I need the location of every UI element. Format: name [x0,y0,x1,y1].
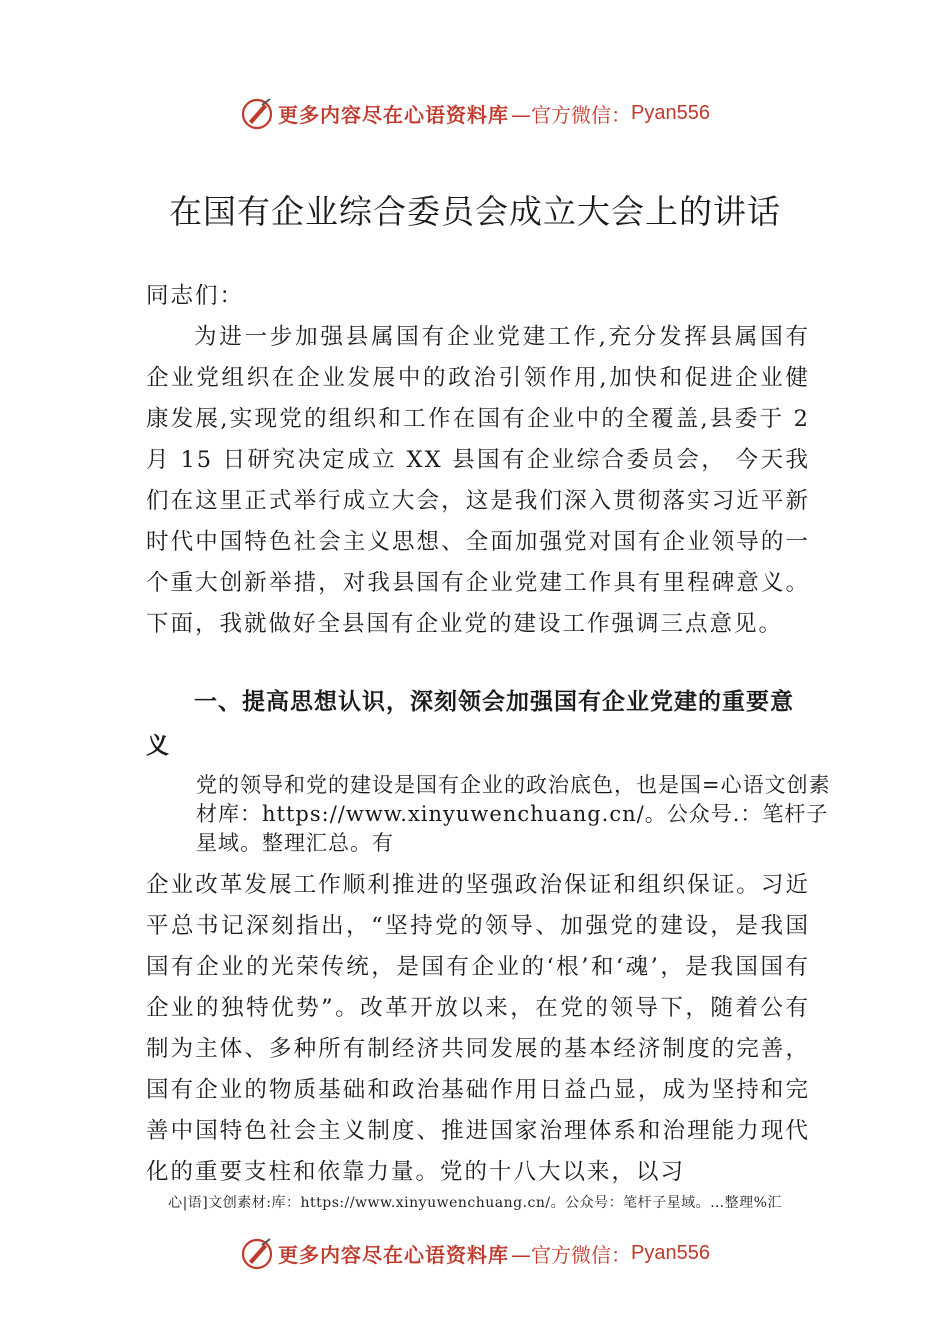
header-banner [0,93,950,133]
banner-wechat-id: Pyan556 [631,101,710,124]
salutation: 同志们： [146,283,245,309]
paragraph-body: 企业改革发展工作顺利推进的坚强政治保证和组织保证。习近平总书记深刻指出，“坚持党的领导、加强党的建设，是我国国有企业的光荣传统，是国有企业的‘根’和‘魂’，是我国国有企业的独特优势”。改革开放以来，在党的领导下，随着公有制为主体、多种所有制经济共同发展的基本经济制度的完善，国有企业的物质基础和政治基础作用日益凸显，成为坚持和完善中国特色社会主义制度、推进国家治理体系和治理能力现代化的重要支柱和依靠力量。党的十八大以来，以习 [146,872,810,1185]
footer-banner [0,1233,950,1273]
banner-text: 更多内容尽在心语资料库 [278,102,510,127]
pen-logo-icon [240,1236,274,1270]
footer-watermark-note: 心|语]文创素材:库：https://www.xinyuwenchuang.cn/。公众号：笔杆子星域。…整理%汇 [168,1195,782,1211]
inset-watermark-note: 党的领导和党的建设是国有企业的政治底色，也是国=心语文创素材库：https://www.xinyuwenchuang.cn/。公众号.：笔杆子星域。整理汇总。有 [196,773,831,855]
section-heading-1: 一、提高思想认识，深刻领会加强国有企业党建的重要意义 [146,689,794,759]
banner-wechat-id: Pyan556 [631,1241,710,1264]
paragraph-intro: 为进一步加强县属国有企业党建工作,充分发挥县属国有企业党组织在企业发展中的政治引领作用,加快和促进企业健康发展,实现党的组织和工作在国有企业中的全覆盖,县委于 2 月 15 日研究决定成立 XX 县国有企业综合委员会， 今天我们在这里正式举行成立大会，这是我们深入贯彻落实习近平新时代中国特色社会主义思想、全面加强党对国有企业领导的一个重大创新举措，对我县国有企业党建工作具有里程碑意义。下面，我就做好全县国有企业党的建设工作强调三点意见。 [146,324,810,637]
banner-text: 更多内容尽在心语资料库 [278,1242,510,1267]
banner-wechat-label: —官方微信： [511,102,632,127]
document-title: 在国有企业综合委员会成立大会上的讲话 [169,192,781,231]
banner-wechat-label: —官方微信： [511,1242,632,1267]
pen-logo-icon [240,96,274,130]
